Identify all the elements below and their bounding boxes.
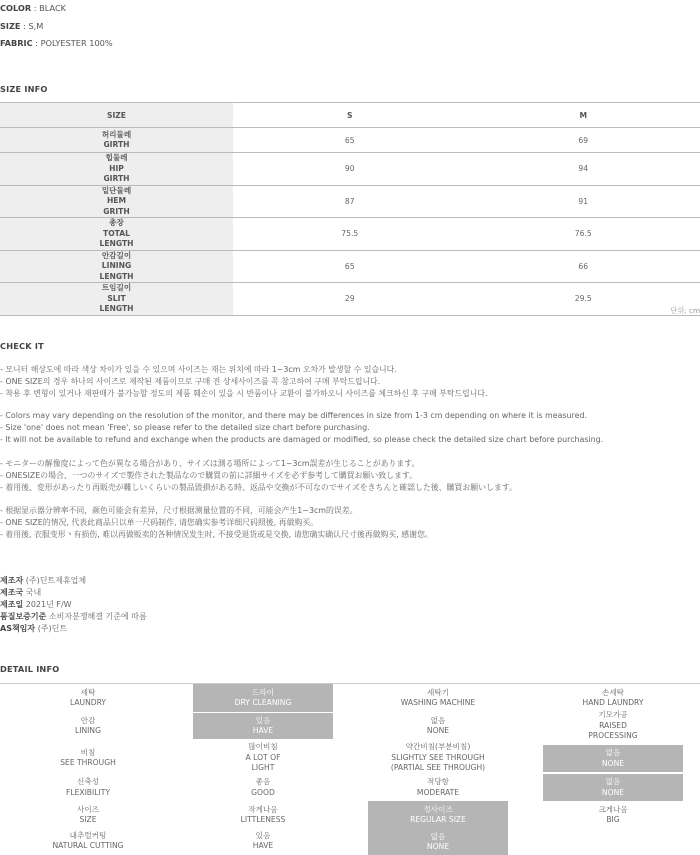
cell-ko: 크게나옴 (598, 804, 628, 814)
table-row (0, 153, 700, 186)
cell-ko: 세탁 (80, 687, 96, 697)
cell-en: SIZE (79, 815, 97, 824)
notice-ko-1: - 모니터 해상도에 따라 색상 차이가 있을 수 있으며 사이즈는 재는 위치에 따라 1~3cm 오차가 발생할 수 있습니다. (0, 365, 397, 374)
cell-ko: 좋음 (255, 777, 271, 786)
cell-en: BIG (606, 815, 620, 824)
cell-en: LITTLENESS (240, 815, 286, 824)
cell-ko: 많이비침 (248, 742, 278, 752)
row-label-en: GIRTH (103, 174, 130, 183)
row-label-ko: 안감길이 (101, 250, 132, 260)
value-s: 87 (344, 196, 355, 206)
cell-ko: 적당함 (426, 777, 449, 786)
detail-cell-lining-have (193, 713, 333, 739)
size-table-header (0, 103, 700, 128)
manufacturer-row (0, 575, 86, 586)
date-row (0, 599, 72, 610)
cell-ko: 안감 (80, 715, 96, 725)
cell-ko: 사이즈 (76, 804, 99, 814)
detail-cell-natural-cutting-none (368, 829, 508, 855)
table-row (0, 250, 700, 283)
size-header-s: S (233, 103, 467, 128)
cell-ko: 내추럴커팅 (69, 830, 107, 840)
cell-en: HAVE (252, 726, 274, 735)
cell-en: NONE (601, 787, 625, 797)
cell-ko: 약간비침(부분비침) (405, 742, 471, 752)
value-m: 94 (578, 164, 589, 174)
notice-ko-2: - ONE SIZE의 경우 하나의 사이즈로 제작된 제품이므로 구매 전 상세사이즈를 꼭 참고하여 구매 부탁드립니다. (0, 377, 381, 386)
detail-cell-hand-laundry (543, 684, 683, 712)
cell-en: LINING (75, 726, 101, 735)
row-label (0, 250, 233, 283)
cell-ko: 작게나옴 (248, 804, 278, 814)
value-m: 76.5 (574, 229, 592, 239)
row-label-en: LENGTH (99, 304, 134, 313)
cell-en: A LOT OF (245, 752, 281, 762)
value-s: 65 (344, 261, 355, 271)
cell-en: PROCESSING (588, 731, 638, 741)
row-label (0, 128, 233, 153)
detail-cell-washing-machine (368, 684, 508, 712)
notice-jp-3: - 着用後、変形があったり再販売が難しいくらいの製品毀損がある時、返品や交換が不可なのでサイズをきちんと確認した後、購買お願いします。 (0, 483, 517, 492)
detail-cell-raised-processing (543, 710, 683, 742)
row-label-en: LINING (101, 261, 132, 270)
value-m: 66 (578, 261, 589, 271)
cell-en: (PARTIAL SEE THROUGH) (390, 763, 486, 773)
size-table (0, 102, 700, 316)
notice-cn-3: - 着用後, 衣服变形丶有损伤, 难以再做贩卖的各种情况发生时, 不接受退货或是交换, 请您确实确认尺寸後再做购买, 感谢您。 (0, 530, 433, 539)
value-s: 65 (344, 135, 355, 145)
cell-en: FLEXIBILITY (65, 787, 111, 797)
spec-size: SIZE : S,M (0, 21, 44, 31)
detail-info-title: DETAIL INFO (0, 664, 60, 674)
cell-ko: 손세탁 (601, 687, 624, 697)
cell-en: WASHING MACHINE (400, 698, 476, 707)
as-manager-row (0, 623, 67, 634)
cell-ko: 기모가공 (598, 710, 628, 720)
cell-en: DRY CLEANING (234, 698, 292, 707)
notice-ko-3: - 착용 후 변형이 있거나 재판매가 불가능할 정도의 제품 훼손이 있을 시 반품이나 교환이 불가하오니 사이즈를 체크하신 후 구매 부탁드립니다. (0, 389, 488, 398)
row-label-en: GRITH (103, 206, 130, 216)
detail-cell-lining-none (368, 713, 508, 739)
detail-cell-see-through (18, 744, 158, 772)
detail-cell-natural-cutting-have (193, 829, 333, 853)
cell-ko: 없음 (430, 831, 446, 841)
detail-cell-size-big (543, 802, 683, 828)
value-s: 75.5 (341, 229, 359, 239)
spec-size-label: SIZE (0, 21, 21, 31)
cell-en: LIGHT (251, 763, 275, 773)
country-row (0, 587, 41, 598)
notice-cn-2: - ONE SIZE的情况, 代表此商品只以单一尺码制作, 请您确实参考详细尺码照後, 再做购买。 (0, 518, 319, 527)
detail-cell-flexibility-moderate (368, 774, 508, 801)
notice-en-2: - Size 'one' does not mean 'Free', so please refer to the detailed size chart before purchasing. (0, 423, 370, 432)
value-s: 90 (344, 164, 355, 174)
cell-en: LAUNDRY (69, 698, 107, 707)
spec-color-value: BLACK (39, 3, 67, 13)
row-label-ko: 허리둘레 (101, 129, 132, 139)
value-m: 69 (578, 135, 589, 145)
cell-en: NATURAL CUTTING (52, 841, 124, 850)
as-manager-label: AS책임자 (0, 624, 36, 633)
spec-color-label: COLOR (0, 3, 32, 13)
cell-ko: 비침 (80, 747, 96, 757)
value-s: 29 (344, 294, 355, 304)
cell-en: SLIGHTLY SEE THROUGH (391, 752, 485, 762)
cell-ko: 없음 (430, 715, 446, 725)
cell-en: HAVE (252, 841, 274, 850)
notice-jp-2: - ONESIZEの場合、一つのサイズで製作された製品なので購買の前に詳細サイズを必ず参考して購買お願い致します。 (0, 471, 418, 480)
value-m: 29.5 (574, 294, 592, 304)
row-label-ko: 트임길이 (101, 283, 132, 292)
cell-ko: 있음 (255, 715, 271, 725)
cell-ko: 정사이즈 (423, 804, 453, 814)
cell-en: SEE THROUGH (60, 758, 116, 767)
size-header-size: SIZE (0, 103, 233, 128)
cell-en: GOOD (251, 787, 275, 797)
cell-ko: 없음 (605, 748, 621, 757)
table-row (0, 128, 700, 153)
date-value: 2021년 F/W (25, 600, 72, 609)
cell-en: NONE (601, 758, 625, 768)
cell-ko: 드라이 (251, 687, 274, 697)
row-label-en: SLIT (107, 293, 126, 303)
date-label: 제조일 (0, 600, 24, 609)
cell-en: NONE (426, 726, 450, 735)
row-label-en: LENGTH (99, 239, 134, 248)
row-label-ko: 힙둘레 (105, 153, 128, 162)
row-label (0, 185, 233, 218)
detail-cell-see-through-none (543, 745, 683, 772)
size-info-title: SIZE INFO (0, 84, 48, 94)
unit-note: 단위: cm (670, 306, 700, 315)
detail-cell-size-regular (368, 801, 508, 829)
warranty-value: 소비자분쟁해결 기준에 따름 (48, 612, 147, 621)
warranty-row (0, 611, 147, 622)
detail-cell-dry-cleaning (193, 684, 333, 712)
detail-cell-natural-cutting (18, 829, 158, 853)
spec-fabric: FABRIC : POLYESTER 100% (0, 38, 113, 48)
row-label-en: TOTAL (103, 228, 130, 238)
cell-en: NONE (426, 842, 450, 851)
row-label-en: HEM (106, 196, 127, 205)
manufacturer-label: 제조자 (0, 576, 24, 585)
row-label (0, 153, 233, 186)
cell-en: RAISED (599, 720, 627, 730)
cell-en: HAND LAUNDRY (582, 698, 644, 707)
cell-ko: 있음 (255, 830, 271, 840)
row-label-en: LENGTH (99, 271, 134, 281)
row-label (0, 218, 233, 251)
cell-ko: 신축성 (76, 777, 99, 786)
detail-cell-size (18, 802, 158, 828)
notice-en-1: - Colors may vary depending on the resolution of the monitor, and there may be differences in size from 1-3 cm depending on where it is measured. (0, 411, 587, 420)
spec-color: COLOR : BLACK (0, 3, 67, 13)
cell-ko: 없음 (605, 777, 621, 786)
row-label-en: GIRTH (103, 140, 130, 149)
manufacturer-value: (주)딘트제휴업체 (25, 576, 87, 585)
notice-cn-1: - 根据显示器分辨率不同，颜色可能会有差异，尺寸根据测量位置的不同，可能会产生1~3cm的误差。 (0, 506, 358, 515)
country-value: 국내 (25, 588, 42, 597)
row-label (0, 283, 233, 316)
table-row (0, 218, 700, 251)
cell-ko: 세탁기 (426, 687, 449, 697)
spec-fabric-label: FABRIC (0, 38, 33, 48)
detail-cell-flexibility-good (193, 774, 333, 801)
as-manager-value: (주)딘트 (37, 624, 68, 633)
detail-cell-size-littleness (193, 802, 333, 828)
cell-en: MODERATE (416, 787, 460, 797)
detail-cell-a-lot-of-light (193, 741, 333, 775)
cell-en: REGULAR SIZE (410, 815, 466, 824)
row-label-ko: 총장 (109, 218, 124, 227)
warranty-label: 품질보증기준 (0, 612, 47, 621)
detail-cell-flexibility (18, 774, 158, 801)
row-label-en: HIP (109, 163, 124, 173)
spec-size-value: S,M (28, 21, 44, 31)
row-label-ko: 밑단둘레 (101, 185, 132, 195)
detail-cell-lining (18, 713, 158, 739)
detail-cell-flexibility-none (543, 774, 683, 801)
table-row (0, 185, 700, 218)
detail-cell-slightly-see-through (358, 741, 518, 775)
notice-jp-1: - モニターの解像度によって色が異なる場合があり、サイズは測る場所によって1~3cm誤差が生じることがあります。 (0, 459, 420, 468)
notice-en-3: - It will not be available to refund and exchange when the products are damaged or modified, so please check the detailed size chart before purchasing. (0, 435, 604, 444)
spec-fabric-value: POLYESTER 100% (40, 38, 113, 48)
detail-cell-laundry (18, 684, 158, 712)
size-header-m: M (467, 103, 700, 128)
check-it-title: CHECK IT (0, 341, 44, 351)
country-label: 제조국 (0, 588, 24, 597)
value-m: 91 (578, 196, 589, 206)
table-row (0, 283, 700, 316)
